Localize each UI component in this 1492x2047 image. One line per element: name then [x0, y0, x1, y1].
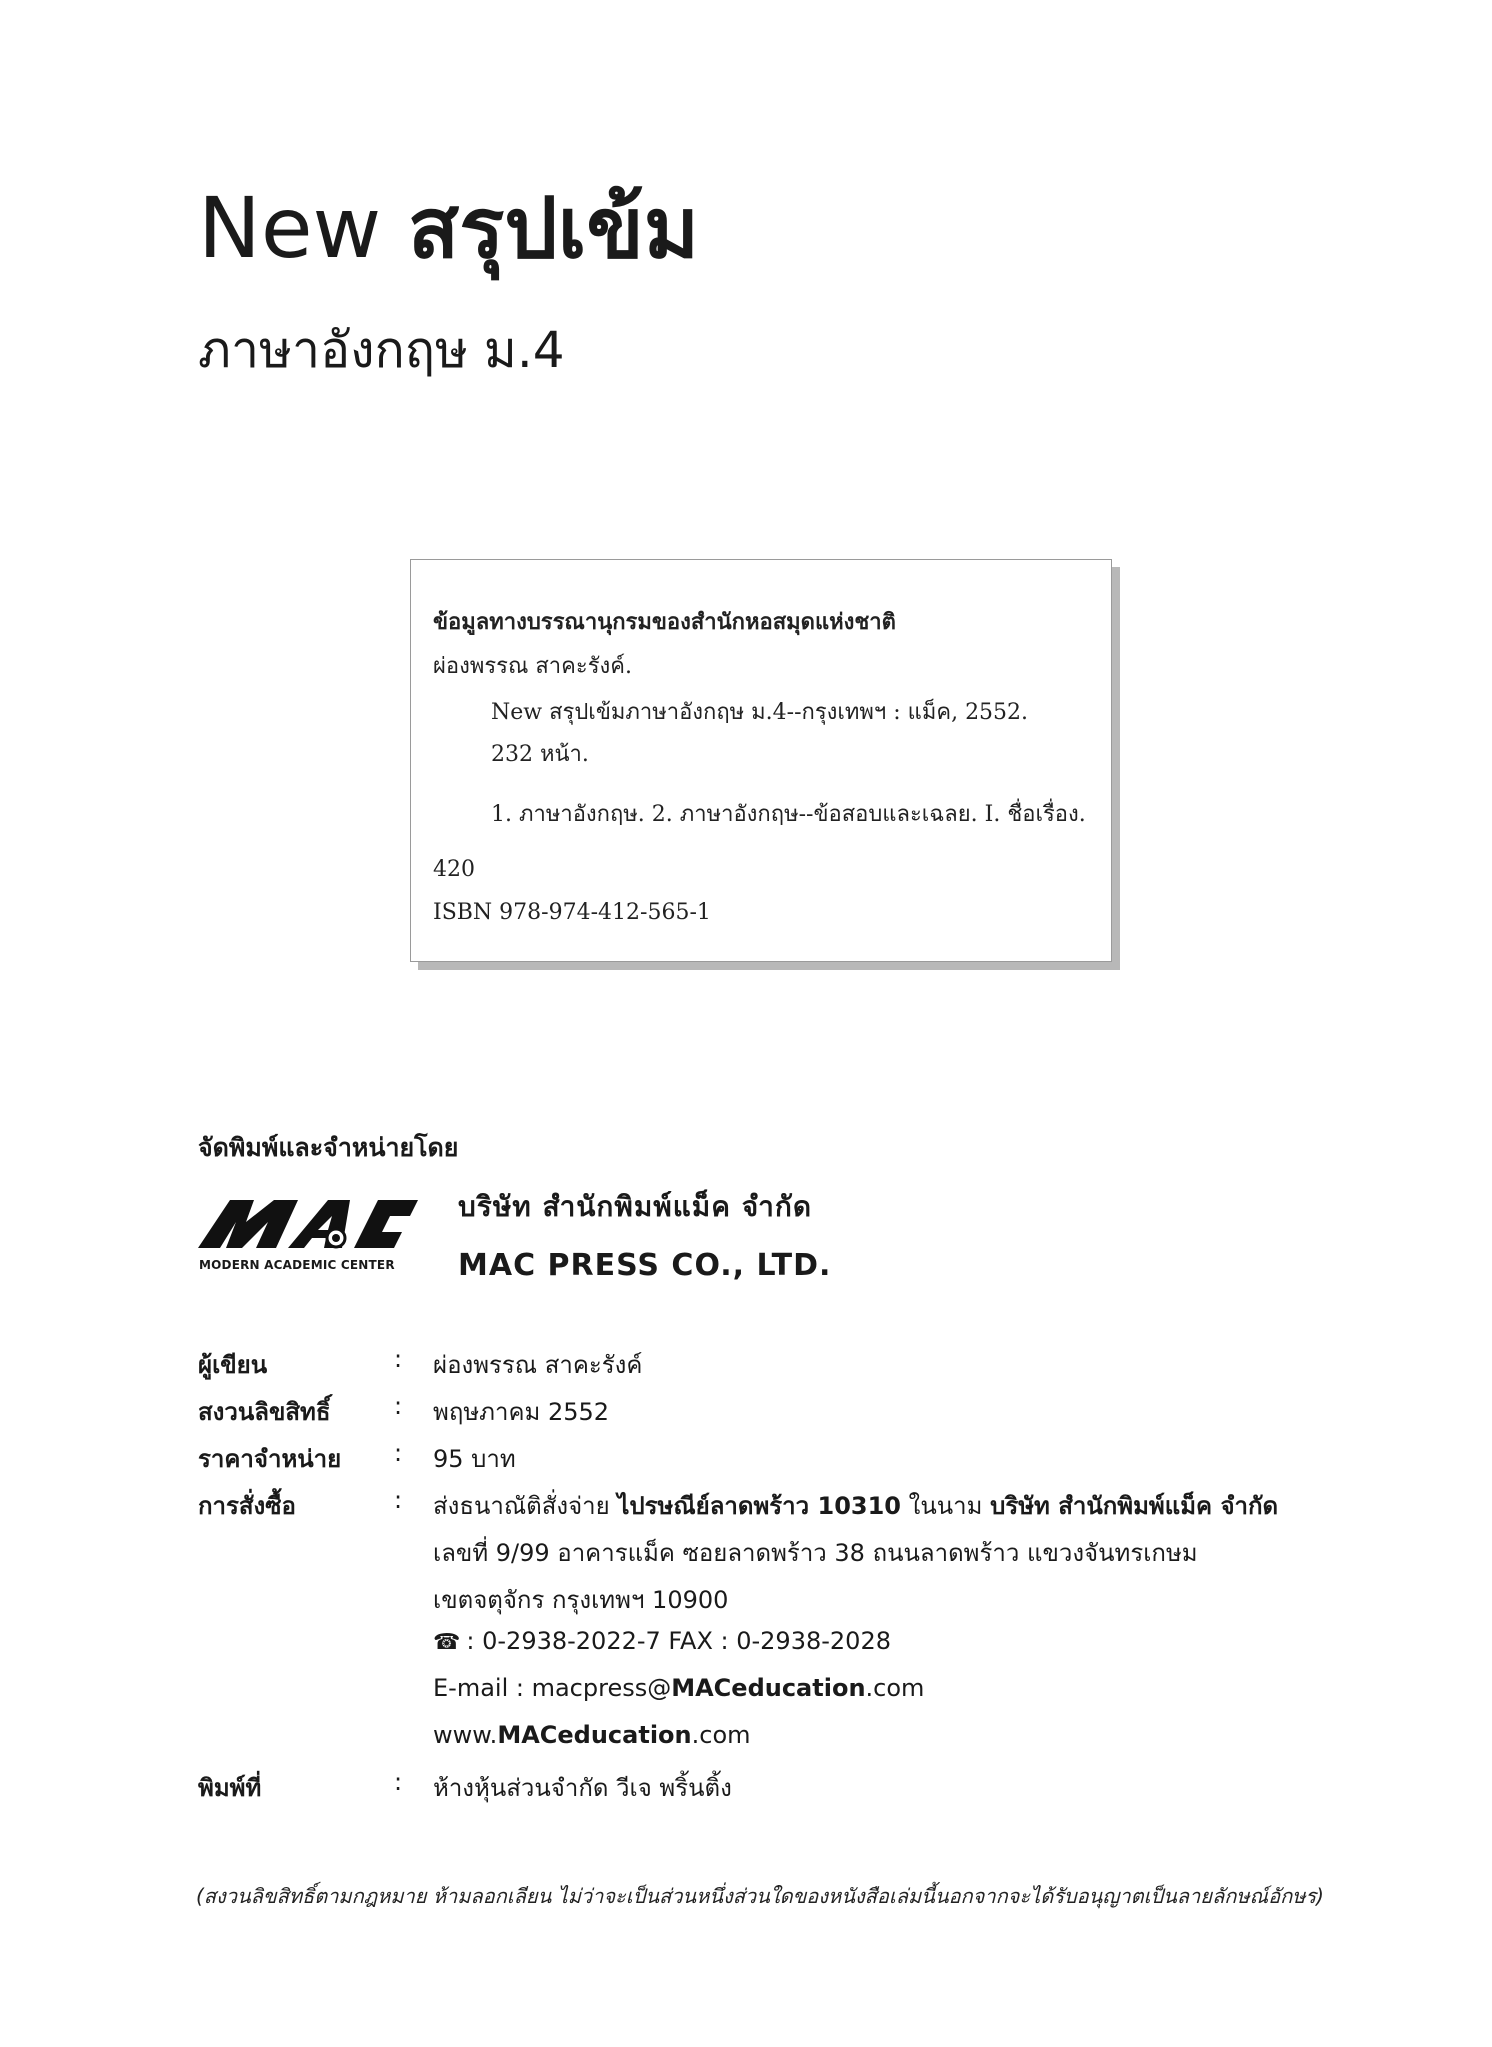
order-phone-text: : 0-2938-2022-7 FAX : 0-2938-2028	[466, 1627, 891, 1655]
order-payee: บริษัท สำนักพิมพ์แม็ค จำกัด	[990, 1492, 1279, 1520]
cip-title-line: New สรุปเข้มภาษาอังกฤษ ม.4--กรุงเทพฯ : แม็ค, 2552.	[491, 700, 1029, 725]
website-prefix: www.	[433, 1721, 498, 1749]
order-colon: :	[394, 1486, 403, 1514]
author-label: ผู้เขียน	[198, 1351, 268, 1379]
order-address-line: เลขที่ 9/99 อาคารแม็ค ซอยลาดพร้าว 38 ถนนลาดพร้าว แขวงจันทรเกษม	[433, 1539, 1198, 1567]
price-colon: :	[394, 1439, 403, 1467]
cip-author: ผ่องพรรณ สาคะรังค์.	[433, 654, 632, 679]
copyright-notice: (สงวนลิขสิทธิ์ตามกฎหมาย ห้ามลอกเลียน ไม่ว่าจะเป็นส่วนหนึ่งส่วนใดของหนังสือเล่มนี้นอกจากจะได้รับอนุญาตเป็นลายลักษณ์อักษร)	[196, 1884, 1324, 1908]
order-label: การสั่งซื้อ	[198, 1492, 296, 1520]
price-value: 95 บาท	[433, 1445, 516, 1473]
cip-isbn: ISBN 978-974-412-565-1	[433, 900, 711, 925]
order-in-name-of: ในนาม	[901, 1492, 991, 1520]
website-domain: MACeducation	[497, 1721, 692, 1749]
cip-class-number: 420	[433, 857, 475, 882]
mac-logo-caption: MODERN ACADEMIC CENTER	[199, 1258, 395, 1272]
publisher-label: จัดพิมพ์และจำหน่ายโดย	[198, 1133, 459, 1162]
email-domain: MACeducation	[671, 1674, 866, 1702]
book-subtitle: ภาษาอังกฤษ ม.4	[198, 321, 565, 379]
cip-subjects: 1. ภาษาอังกฤษ. 2. ภาษาอังกฤษ--ข้อสอบและเฉลย. I. ชื่อเรื่อง.	[491, 802, 1086, 827]
copyright-value: พฤษภาคม 2552	[433, 1398, 610, 1426]
email-suffix: .com	[865, 1674, 925, 1702]
cip-box	[410, 559, 1112, 962]
mac-logo-mark	[196, 1188, 420, 1258]
telephone-icon: ☎	[433, 1630, 461, 1655]
cip-pages: 232 หน้า.	[491, 742, 589, 767]
email-prefix: E-mail : macpress@	[433, 1674, 672, 1702]
order-instruction: ส่งธนาณัติสั่งจ่าย	[433, 1492, 618, 1520]
printer-label: พิมพ์ที่	[198, 1774, 262, 1802]
order-phone-line	[433, 1627, 891, 1655]
order-district-line: เขตจตุจักร กรุงเทพฯ 10900	[433, 1586, 729, 1614]
order-website-line	[433, 1721, 751, 1749]
order-email-line	[433, 1674, 924, 1702]
author-colon: :	[394, 1345, 403, 1373]
book-title-thai: สรุปเข้ม	[407, 179, 700, 277]
book-title-latin: New	[198, 179, 382, 277]
company-name-thai: บริษัท สำนักพิมพ์แม็ค จำกัด	[458, 1190, 812, 1223]
book-title	[198, 178, 699, 279]
copyright-colon: :	[394, 1392, 403, 1420]
printer-colon: :	[394, 1768, 403, 1796]
company-name-english: MAC PRESS CO., LTD.	[458, 1248, 832, 1283]
order-line-1	[433, 1486, 1278, 1525]
website-suffix: .com	[691, 1721, 751, 1749]
author-value: ผ่องพรรณ สาคะรังค์	[433, 1351, 643, 1379]
cip-heading: ข้อมูลทางบรรณานุกรมของสำนักหอสมุดแห่งชาติ	[433, 609, 896, 635]
printer-value: ห้างหุ้นส่วนจำกัด วีเจ พริ้นติ้ง	[433, 1774, 732, 1802]
price-label: ราคาจำหน่าย	[198, 1445, 342, 1473]
copyright-label: สงวนลิขสิทธิ์	[198, 1398, 331, 1426]
order-post-office: ไปรษณีย์ลาดพร้าว 10310	[617, 1492, 901, 1520]
